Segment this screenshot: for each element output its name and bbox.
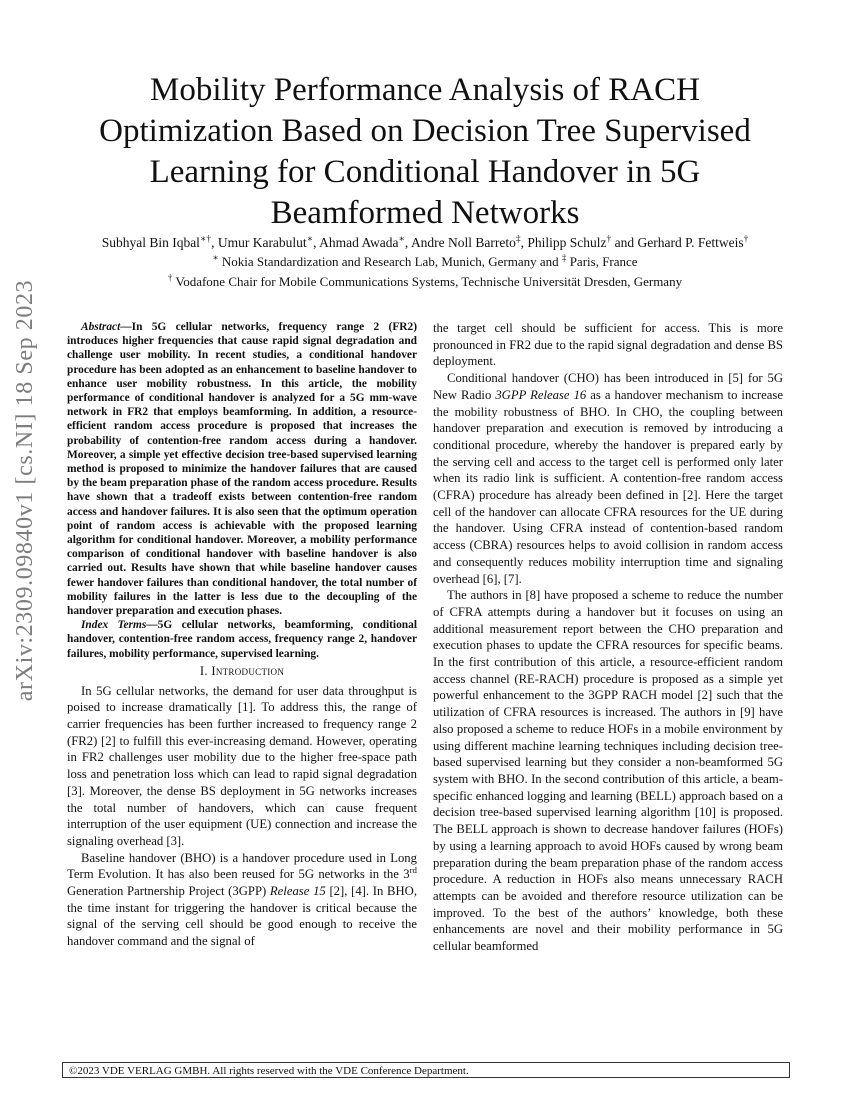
separator: and	[611, 235, 638, 250]
arxiv-stamp	[6, 279, 46, 701]
paper-title: Mobility Performance Analysis of RACH Optimization Based on Decision Tree Supervised Learning for Conditional Handover in 5G Beamformed Networks	[99, 72, 751, 231]
emphasis: 3GPP Release 16	[495, 387, 587, 402]
author-mark: ∗†	[199, 234, 212, 245]
section-number: I.	[199, 663, 212, 678]
paragraph-text: Generation Partnership Project (3GPP)	[67, 884, 270, 899]
left-column	[67, 320, 417, 950]
affiliation-mark: ‡	[561, 252, 567, 263]
author-name: Umur Karabulut	[217, 235, 307, 250]
author-name: Philipp Schulz	[527, 235, 607, 250]
affiliation-1	[60, 253, 790, 270]
author-name: Ahmad Awada	[319, 235, 399, 250]
superscript: rd	[409, 865, 417, 876]
author-name: Subhyal Bin Iqbal	[101, 235, 200, 250]
abstract	[67, 320, 417, 618]
index-terms-text: —5G cellular networks, beamforming, conditional handover, contention-free random access, frequency range 2, handover failures, mobility performance, supervised learning.	[67, 619, 417, 660]
author-name: Andre Noll Barreto	[410, 235, 516, 250]
author-mark: †	[743, 234, 749, 245]
affiliation-mark: †	[167, 272, 173, 283]
separator: ,	[520, 235, 528, 250]
emphasis: Release 15	[269, 884, 326, 899]
paragraph: In 5G cellular networks, the demand for user data throughput is poised to increase dramatically [1]. To address this, the range of carrier frequencies has been further increased to frequency range 2 (FR2) [2] to fulfill this ever-increasing demand. However, operating in FR2 challenges user mobility due to the higher free-space path loss and penetration loss which can lead to rapid signal degradation [3]. Moreover, the dense BS deployment in 5G networks increases the total number of handovers, which can cause frequent interruption of the user equipment (UE) connection and increase the signaling overhead [3].	[67, 683, 417, 848]
copyright-footer: ©2023 VDE VERLAG GMBH. All rights reserved with the VDE Conference Department.	[62, 1062, 790, 1078]
section-heading	[67, 663, 417, 680]
separator: ,	[211, 235, 218, 250]
paragraph	[433, 370, 783, 587]
paragraph: the target cell should be sufficient for access. This is more pronounced in FR2 due to the rapid signal degradation and dense BS deployment.	[433, 321, 783, 369]
author-mark: ∗	[398, 234, 405, 245]
separator: ,	[404, 235, 411, 250]
affiliation-text: Nokia Standardization and Research Lab, Munich, Germany and	[218, 254, 562, 269]
affiliation-text: Paris, France	[566, 254, 638, 269]
paragraph: The authors in [8] have proposed a scheme to reduce the number of CFRA attempts during a handover but it focuses on using an additional measurement report between the CHO preparation and execution phases to update the CFRA resources for specific beams. In the first contribution of this article, a resource-efficient random access channel (RE-RACH) procedure is proposed as a simple yet powerful enhancement to the 3GPP RACH model [2] such that the utilization of CFRA resources is increased. The authors in [9] have also proposed a scheme to reduce HOFs in a mobile environment by using different machine learning techniques including decision tree-based supervised learning but they consider a non-beamformed 5G system with BHO. In the second contribution of this article, a beam-specific enhanced logging and learning (BELL) approach based on a decision tree-based supervised learning algorithm [10] is proposed. The BELL approach is shown to decrease handover failures (HOFs) by using a learning approach to avoid HOFs caused by wrong beam preparation during the beam preparation phase of the random access procedure. A reduction in HOFs also means unnecessary RACH attempts can be avoided and therefore resource utilization can be improved. To the best of the authors’ knowledge, both these enhancements are novel and their mobility performance in 5G cellular beamformed	[433, 588, 783, 954]
abstract-lead: Abstract	[81, 321, 121, 333]
index-terms	[67, 618, 417, 661]
separator: ,	[313, 235, 320, 250]
arxiv-stamp-text: arXiv:2309.09840v1 [cs.NI] 18 Sep 2023	[12, 279, 39, 701]
paragraph-text: Conditional handover (CHO) has been introduced in [5] for 5G New Radio	[433, 371, 783, 402]
paragraph-text: as a handover mechanism to increase the mobility robustness of BHO. In CHO, the coupling between handover preparation and execution is removed by introducing a conditional procedure, whereby the handover is prepared early by the serving cell and access to the target cell is performed only later when its radio link is sufficient. A contention-free random access (CFRA) procedure has already been defined in [2]. Here the target cell of the handover can allocate CFRA resources for the UE during the handover. Using CFRA instead of contention-based random access (CBRA) resources helps to avoid collision in random access and consequently reduces mobility interruption time and signaling overhead [6], [7].	[433, 387, 783, 586]
paragraph-text: Baseline handover (BHO) is a handover procedure used in Long Term Evolution. It has also been reused for 5G networks in the 3	[67, 850, 417, 882]
author-mark: †	[606, 234, 612, 245]
right-column	[433, 320, 783, 955]
author-list	[60, 234, 790, 251]
affiliation-text: Vodafone Chair for Mobile Communications Systems, Technische Universität Dresden, Germany	[172, 274, 683, 289]
paragraph-text: [2], [4]. In BHO, the time instant for triggering the handover is critical because the signal of the serving cell should be good enough to receive the handover command and the signal of	[67, 884, 417, 949]
affiliation-2	[60, 273, 790, 290]
paragraph	[67, 850, 417, 950]
index-terms-lead: Index Terms	[81, 619, 147, 632]
abstract-text: —In 5G cellular networks, frequency range 2 (FR2) introduces higher frequencies that cause rapid signal degradation and challenge user mobility. In recent studies, a conditional handover procedure has been adopted as an enhancement to baseline handover to enhance user mobility robustness. In this article, the mobility performance of conditional handover is analyzed for a 5G mm-wave network in FR2 that employs beamforming. In addition, a resource-efficient random access procedure is proposed that increases the probability of contention-free random access during a handover. Moreover, a simple yet effective decision tree-based supervised learning method is proposed to minimize the handover failures that are caused by the beam preparation phase of the random access procedure. Results have shown that a tradeoff exists between contention-free random access and handover failures. It is also seen that the optimum operation point of random access is achievable with the proposed learning algorithm for conditional handover. Moreover, a mobility performance comparison of conditional handover with baseline handover is also carried out. Results have shown that while baseline handover causes fewer handover failures than conditional handover, the total number of mobility failures in the latter is less due to the decoupling of the handover preparation and execution phases.	[67, 321, 417, 618]
author-name: Gerhard P. Fettweis	[637, 235, 744, 250]
author-mark: ∗	[306, 234, 314, 245]
affiliation-mark: ∗	[212, 252, 219, 263]
section-title: Introduction	[211, 663, 285, 678]
author-mark: ‡	[515, 234, 521, 245]
